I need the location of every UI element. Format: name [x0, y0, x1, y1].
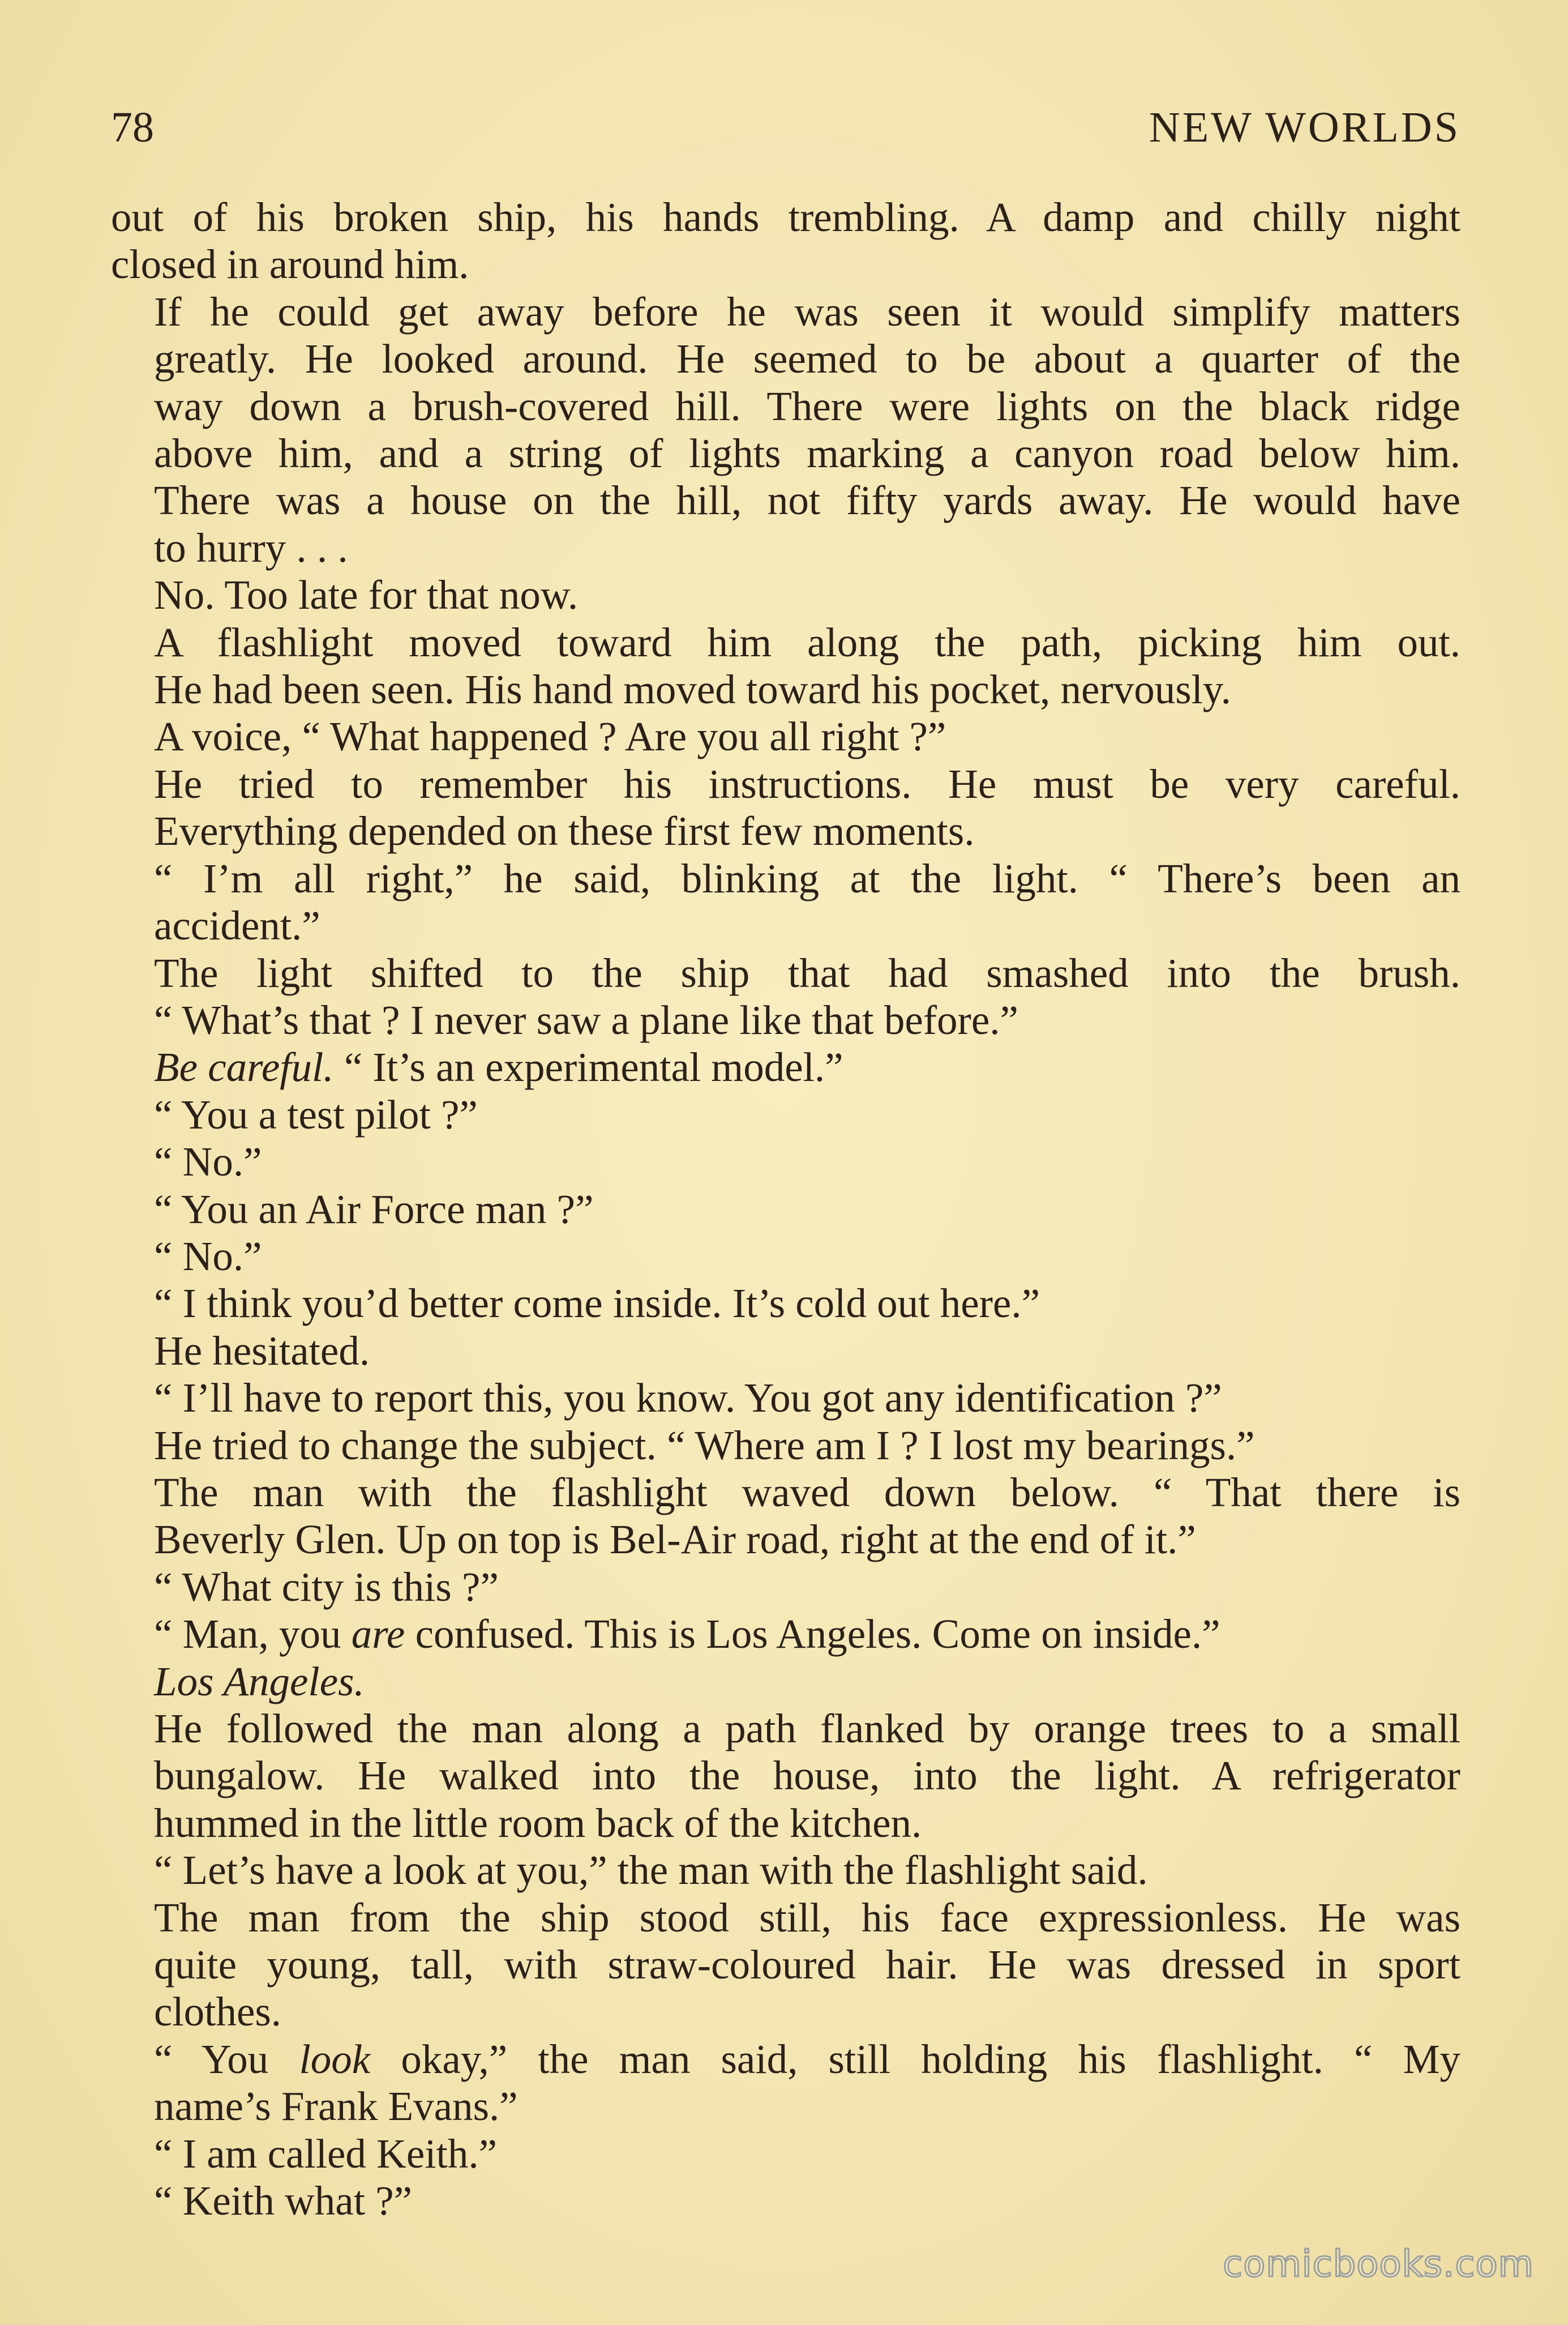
italic-text: look [299, 2036, 371, 2082]
paragraph [111, 1138, 1460, 1185]
text-line: The man from the ship stood still, his face expressionless. He was [154, 1894, 1460, 1941]
watermark-logo: comicbooks.com [1222, 2243, 1534, 2285]
text-line: quite young, tall, with straw-coloured hair. He was dressed in sport [154, 1942, 1460, 1988]
text-line: way down a brush-covered hill. There were lights on the black ridge [154, 383, 1460, 429]
text-line: The man with the flashlight waved down below. “ That there is [154, 1469, 1460, 1515]
paragraph [111, 1280, 1460, 1327]
italic-text: Los Angeles. [154, 1658, 365, 1704]
paragraph [111, 1374, 1460, 1421]
text-line: He hesitated. [154, 1327, 370, 1374]
text-line: to hurry . . . [154, 524, 348, 571]
text-line: He tried to remember his instructions. He must be very careful. [154, 760, 1460, 807]
text-line: above him, and a string of lights marking a canyon road below him. [154, 430, 1460, 477]
paragraph [111, 713, 1460, 760]
paragraph [111, 1091, 1460, 1138]
paragraph [111, 2036, 1460, 2130]
paragraph [111, 1705, 1460, 1847]
text-line: Be careful. “ It’s an experimental model.” [154, 1044, 843, 1091]
text-line: greatly. He looked around. He seemed to be about a quarter of the [154, 336, 1460, 382]
paragraph [111, 1658, 1460, 1705]
text-line: “ Keith what ?” [154, 2178, 413, 2224]
text-line: There was a house on the hill, not fifty yards away. He would have [154, 477, 1460, 524]
paragraph [111, 194, 1460, 288]
text-line: Beverly Glen. Up on top is Bel-Air road, right at the end of it.” [154, 1516, 1196, 1563]
paragraph [111, 1422, 1460, 1469]
paragraph [111, 619, 1460, 713]
text-line: “ You a test pilot ?” [154, 1091, 478, 1138]
page-header [111, 96, 1460, 159]
paragraph [111, 2177, 1460, 2224]
paragraph [111, 950, 1460, 1044]
paragraph [111, 571, 1460, 618]
paragraph [111, 760, 1460, 855]
body-text [111, 194, 1460, 2224]
text-line: He tried to change the subject. “ Where am I ? I lost my bearings.” [154, 1422, 1255, 1468]
text-line: A flashlight moved toward him along the path, picking him out. [154, 619, 1460, 665]
text-line: If he could get away before he was seen it would simplify matters [154, 288, 1460, 335]
paragraph [111, 1563, 1460, 1610]
paragraph [111, 1469, 1460, 1563]
text-line: “ No.” [154, 1139, 262, 1185]
text-line: “ What’s that ? I never saw a plane like that before.” [154, 997, 1018, 1043]
text-line: “ Let’s have a look at you,” the man with the flashlight said. [154, 1847, 1148, 1894]
text-line: out of his broken ship, his hands trembling. A damp and chilly night [111, 194, 1460, 240]
text-line: “ Man, you are confused. This is Los Angeles. Come on inside.” [154, 1611, 1220, 1657]
text-line: “ No.” [154, 1233, 262, 1279]
paragraph [111, 2130, 1460, 2177]
text-line: name’s Frank Evans.” [154, 2083, 518, 2130]
paragraph [111, 1186, 1460, 1233]
text-line: “ You look okay,” the man said, still holding his flashlight. “ My [154, 2036, 1460, 2082]
text-line: hummed in the little room back of the kitchen. [154, 1800, 922, 1846]
text-line: He had been seen. His hand moved toward his pocket, nervously. [154, 666, 1231, 713]
paragraph [111, 288, 1460, 571]
text-line: “ You an Air Force man ?” [154, 1186, 594, 1232]
paragraph [111, 855, 1460, 950]
paragraph [111, 1894, 1460, 2036]
paragraph [111, 1847, 1460, 1894]
text-line: “ I am called Keith.” [154, 2130, 497, 2177]
text-line: “ I’m all right,” he said, blinking at the light. “ There’s been an [154, 855, 1460, 901]
text-line: He followed the man along a path flanked by orange trees to a small [154, 1706, 1460, 1751]
page-number: 78 [111, 104, 154, 151]
text-line: No. Too late for that now. [154, 572, 579, 618]
text-line: The light shifted to the ship that had smashed into the brush. [154, 950, 1460, 996]
text-line: clothes. [154, 1989, 282, 2035]
paragraph [111, 1327, 1460, 1374]
text-line: closed in around him. [111, 241, 469, 288]
text-line: “ I’ll have to report this, you know. You got any identification ?” [154, 1375, 1222, 1421]
italic-text: are [351, 1611, 405, 1657]
text-line: Everything depended on these first few moments. [154, 808, 975, 854]
text-line: A voice, “ What happened ? Are you all right ?” [154, 713, 946, 760]
italic-text: Be careful. [154, 1044, 334, 1091]
text-line [111, 1658, 1460, 1705]
paragraph [111, 1610, 1460, 1657]
text-line: “ What city is this ?” [154, 1563, 499, 1610]
text-line: accident.” [154, 903, 320, 949]
text-line: bungalow. He walked into the house, into the light. A refrigerator [154, 1753, 1460, 1799]
text-line: “ I think you’d better come inside. It’s cold out here.” [154, 1280, 1040, 1327]
paragraph [111, 1044, 1460, 1091]
paragraph [111, 1233, 1460, 1280]
running-title: NEW WORLDS [1149, 104, 1460, 151]
